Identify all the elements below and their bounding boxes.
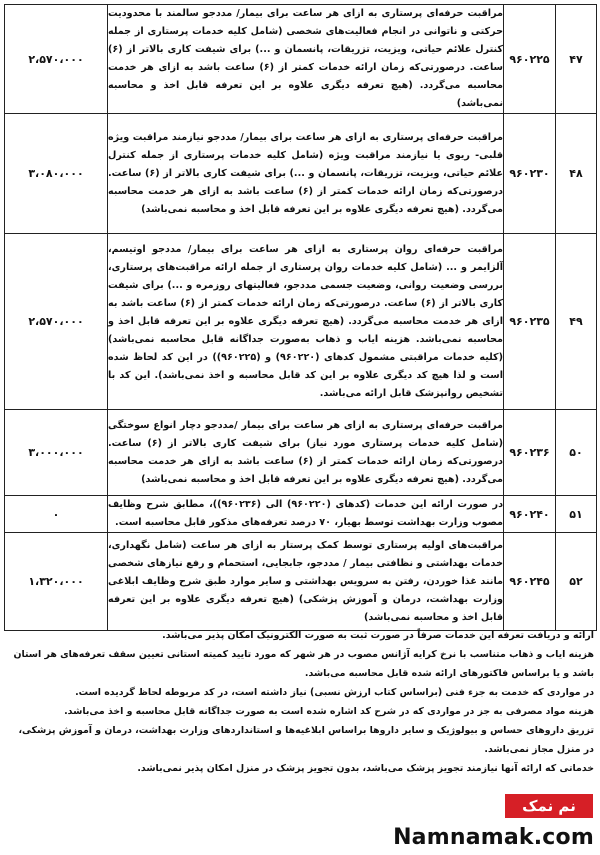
service-code: ۹۶۰۲۳۵ [504, 234, 556, 410]
service-description: مراقبت‌های اولیه پرستاری توسط کمک پرستار به ازای هر ساعت (شامل نگهداری، خدمات بهداشتی و نظافتی بیمار / مددجو، جابجایی، استحمام و رفع نیازهای شخصی مانند غذا خوردن، رفتن به سرویس بهداشتی و سایر موارد طبق شرح وظایف ابلاغی وزارت بهداشت، درمان و آموزش پزشکی) (هیچ تعرفه دیگری علاوه بر این تعرفه قابل اخذ و محاسبه نمی‌باشد) [108, 533, 504, 631]
service-price: ۲،۵۷۰،۰۰۰ [5, 5, 108, 114]
service-price: ۳،۰۸۰،۰۰۰ [5, 114, 108, 234]
note-line: هزینه مواد مصرفی به جز در مواردی که در شرح کد اشاره شده است به صورت جداگانه قابل محاسبه و اخذ می‌باشد. [64, 706, 594, 717]
row-number: ۵۰ [556, 410, 597, 496]
row-number: ۵۱ [556, 496, 597, 533]
note-line: تزریق داروهای حساس و بیولوژیک و سایر داروها براساس ابلاغیه‌ها و استانداردهای وزارت بهداشت، درمان و آموزش پزشکی، در منزل مجاز نمی‌باشد. [18, 725, 594, 755]
service-code: ۹۶۰۲۴۵ [504, 533, 556, 631]
row-number: ۴۸ [556, 114, 597, 234]
note-line: هزینه ایاب و ذهاب متناسب با نرخ کرایه آژانس مصوب در هر شهر که مورد تایید کمیته استانی تعیین سقف تعرفه‌های هر استان باشد و یا براساس فاکتورهای ارائه شده قابل محاسبه می‌باشد. [13, 649, 594, 679]
service-description: مراقبت حرفه‌ای پرستاری به ازای هر ساعت برای بیمار/ مددجو سالمند با محدودیت حرکتی و ناتوانی در انجام فعالیت‌های شخصی (شامل کلیه خدمات پرستاری از جمله کنترل علائم حیاتی، ویزیت، تزریقات، پانسمان و ...) برای شیفت کاری بالاتر از (۶) ساعت. درصورتی‌که زمان ارائه خدمات کمتر از (۶) ساعت باشد به ازای هر خدمت محاسبه می‌گردد. (هیچ تعرفه دیگری علاوه بر این تعرفه قابل اخذ و محاسبه نمی‌باشد) [108, 5, 504, 114]
service-description: مراقبت حرفه‌ای پرستاری به ازای هر ساعت برای بیمار /مددجو دچار انواع سوختگی (شامل کلیه خدمات پرستاری مورد نیاز) برای شیفت کاری بالاتر از (۶) ساعت. درصورتی‌که زمان ارائه خدمات کمتر از (۶) ساعت باشد به ازای هر خدمت محاسبه می‌گردد. (هیچ تعرفه دیگری علاوه بر این تعرفه قابل اخذ و محاسبه نمی‌باشد) [108, 410, 504, 496]
service-code: ۹۶۰۲۴۰ [504, 496, 556, 533]
note-line: در مواردی که خدمت به جزء فنی (براساس کتاب ارزش نسبی) نیاز داشته است، در کد مربوطه لحاظ گردیده است. [75, 687, 594, 698]
notes-section [8, 626, 594, 778]
table-row [5, 114, 597, 234]
table-row [5, 496, 597, 533]
table-row [5, 234, 597, 410]
table-row [5, 5, 597, 114]
row-number: ۴۹ [556, 234, 597, 410]
service-code: ۹۶۰۲۲۵ [504, 5, 556, 114]
tariff-table [4, 4, 597, 631]
service-description: مراقبت حرفه‌ای پرستاری به ازای هر ساعت برای بیمار/ مددجو نیازمند مراقبت ویژه قلبی- ریوی یا نیازمند مراقبت ویژه (شامل کلیه خدمات پرستاری از جمله کنترل علائم حیاتی، ویزیت، تزریقات، پانسمان و ...) برای شیفت کاری بالاتر از (۶) ساعت. درصورتی‌که زمان ارائه خدمات کمتر از (۶) ساعت باشد به ازای هر خدمت محاسبه می‌گردد. (هیچ تعرفه دیگری علاوه بر این تعرفه قابل اخذ و محاسبه نمی‌باشد) [108, 114, 504, 234]
note-line: خدماتی که ارائه آنها نیازمند تجویز پزشک می‌باشد، بدون تجویز پزشک در منزل امکان پذیر نمی‌باشد. [137, 763, 594, 774]
service-price: ۲،۵۷۰،۰۰۰ [5, 234, 108, 410]
table-row [5, 533, 597, 631]
service-code: ۹۶۰۲۳۶ [504, 410, 556, 496]
row-number: ۵۲ [556, 533, 597, 631]
service-price: ۳،۰۰۰،۰۰۰ [5, 410, 108, 496]
service-description: مراقبت حرفه‌ای روان پرستاری به ازای هر ساعت برای بیمار/ مددجو اوتیسم، آلزایمر و ... (شامل کلیه خدمات روان پرستاری از جمله ارائه مراقبت‌های پرستاری، بررسی وضعیت روانی، وضعیت جسمی مددجو، فعالیتهای روزمره و ...) برای شیفت کاری بالاتر از (۶) ساعت. درصورتی‌که زمان ارائه خدمات کمتر از (۶) ساعت باشد به ازای هر خدمت محاسبه می‌گردد. (هیچ تعرفه دیگری علاوه بر این تعرفه قابل اخذ و محاسبه نمی‌باشد. هزینه ایاب و ذهاب به‌صورت جداگانه قابل محاسبه نمی‌باشد) (کلیه خدمات مراقبتی مشمول کدهای (۹۶۰۲۲۰) و (۹۶۰۲۲۵)) در این کد لحاظ شده است و لذا هیچ کد دیگری علاوه بر این کد قابل محاسبه و اخذ نمی‌باشد). این کد با تشخیص روانپزشک قابل ارائه می‌باشد. [108, 234, 504, 410]
row-number: ۴۷ [556, 5, 597, 114]
note-line: ارائه و دریافت تعرفه این خدمات صرفاً در صورت ثبت به صورت الکترونیک امکان پذیر می‌باشد. [162, 630, 594, 641]
service-price: ۱،۳۲۰،۰۰۰ [5, 533, 108, 631]
brand-logo: نم نمک [505, 794, 593, 818]
service-description: در صورت ارائه این خدمات (کدهای (۹۶۰۲۲۰) الی (۹۶۰۲۳۶))، مطابق شرح وظایف مصوب وزارت بهداشت توسط بهیار، ۷۰ درصد تعرفه‌های مذکور قابل محاسبه است. [108, 496, 504, 533]
service-code: ۹۶۰۲۳۰ [504, 114, 556, 234]
table-row [5, 410, 597, 496]
site-watermark: Namnamak.com [393, 825, 594, 850]
service-price: ۰ [5, 496, 108, 533]
